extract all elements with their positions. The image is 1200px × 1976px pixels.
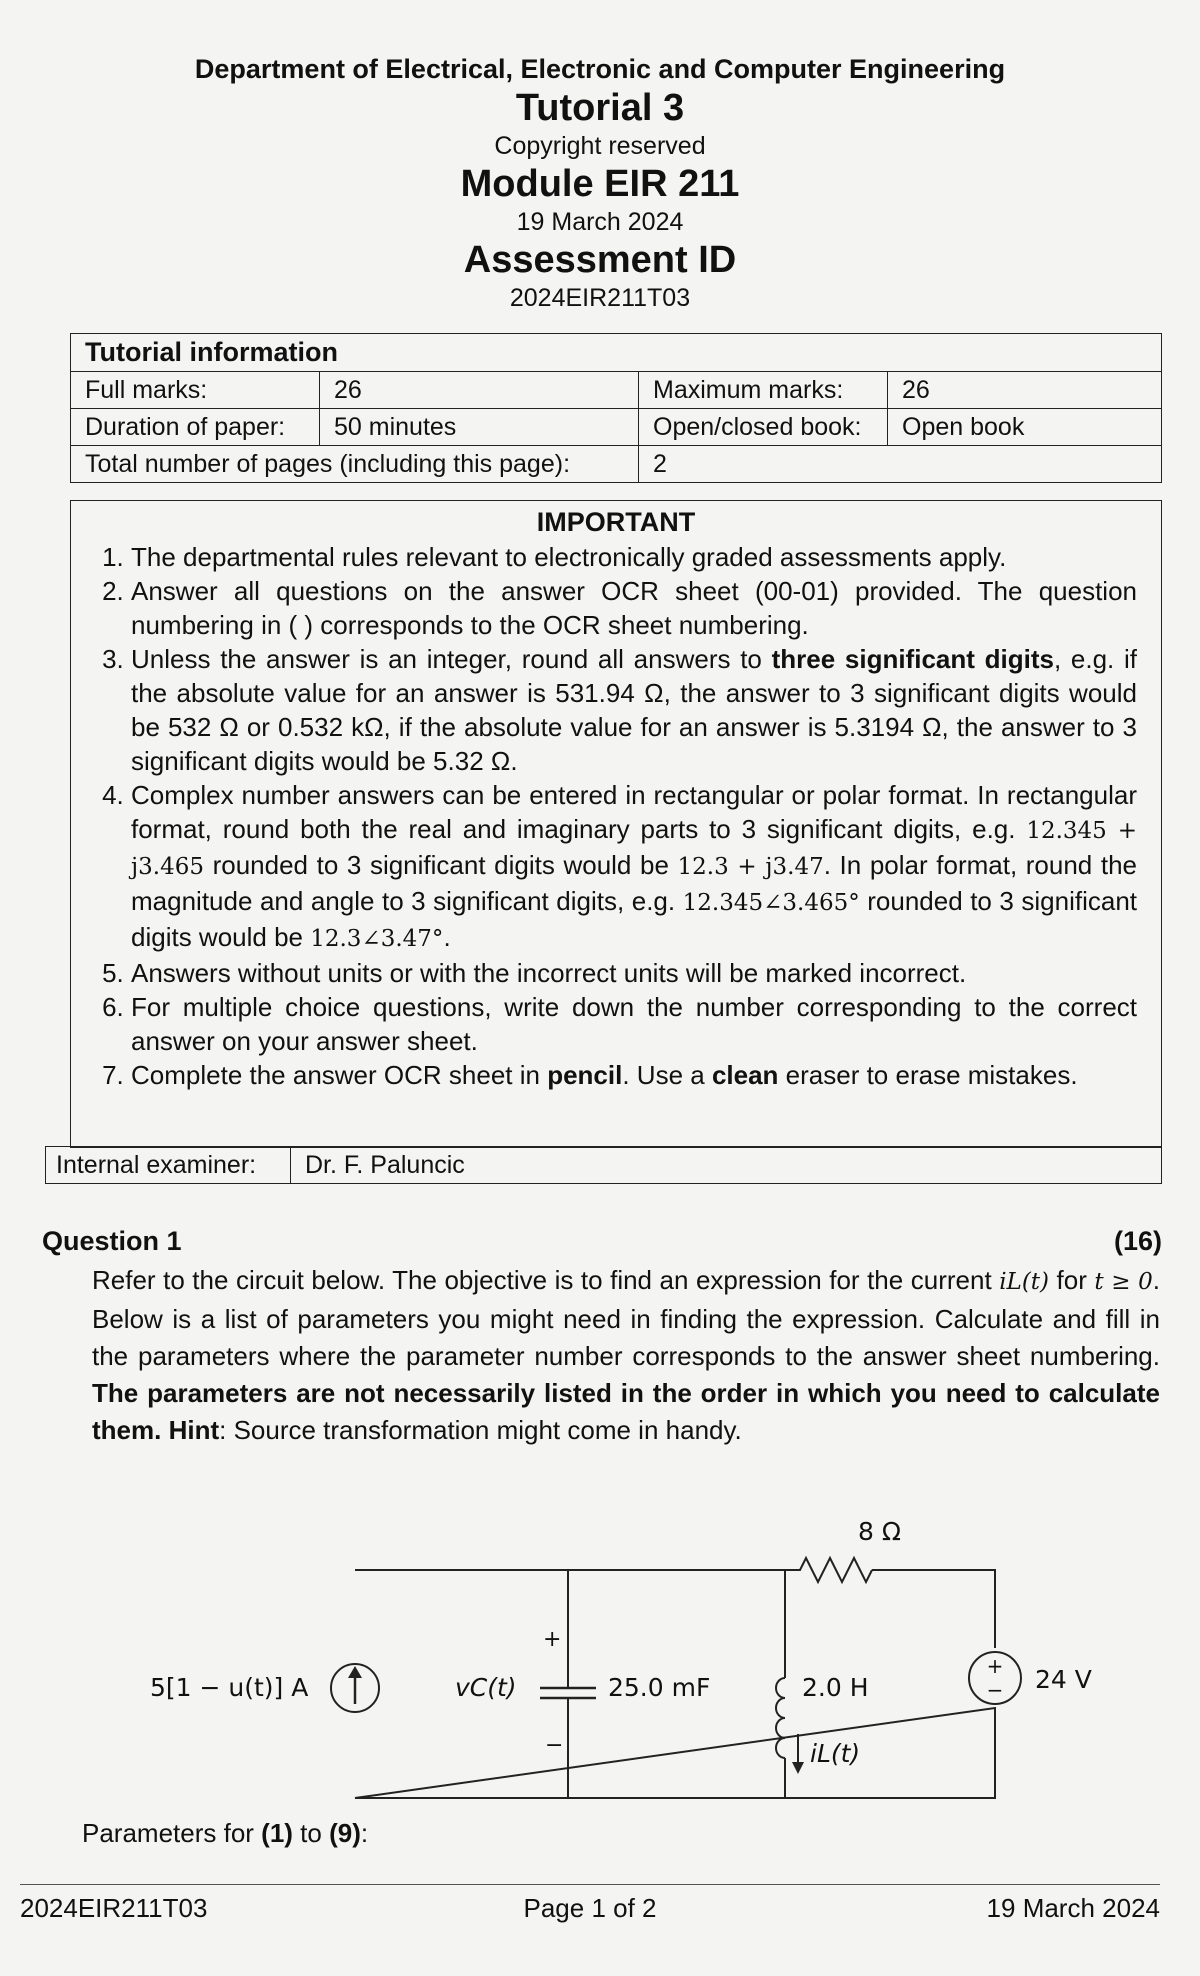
question-text: : Source transformation might come in handy. xyxy=(219,1415,742,1445)
rule-text: Answer all questions on the answer OCR sheet (00-01) provided. The question numbering in ( ) corresponds to the OCR sheet numbering. xyxy=(131,576,1137,640)
copyright-note: Copyright reserved xyxy=(494,132,706,160)
voltage-source-value: 24 V xyxy=(1035,1665,1092,1694)
max-marks-label: Maximum marks: xyxy=(639,372,888,409)
rule-text: eraser to erase mistakes. xyxy=(778,1060,1078,1090)
examiner-name: Dr. F. Paluncic xyxy=(305,1151,465,1179)
examiner-label: Internal examiner: xyxy=(46,1147,291,1183)
important-heading: IMPORTANT xyxy=(536,507,696,537)
rule-text: . Use a xyxy=(622,1060,712,1090)
assessment-id: 2024EIR211T03 xyxy=(509,284,691,312)
capacitor-plus: + xyxy=(543,1627,562,1652)
question-text xyxy=(161,1415,168,1445)
assessment-heading: Assessment ID xyxy=(463,239,737,281)
footer-date: 19 March 2024 xyxy=(986,1893,1160,1923)
current-source-icon xyxy=(331,1664,379,1712)
math-example: 12.345∠3.465° xyxy=(682,890,860,916)
question-text: . Below is a list of parameters you might need in finding the expression. Calculate and fill in the parameters where the parameter number corresponds to the answer sheet numbering. xyxy=(92,1265,1160,1371)
rule-text: Complex number answers can be entered in rectangular or polar format. In rectangular format, round both the real and imaginary parts to 3 significant digits, e.g. xyxy=(131,780,1137,844)
rule-text: . xyxy=(443,922,451,952)
duration-value: 50 minutes xyxy=(320,409,639,446)
capacitor-icon xyxy=(540,1688,596,1698)
params-text: to xyxy=(292,1818,330,1848)
question-emphasis: The parameters are not necessarily listed in the order in which you need to calculate them. xyxy=(92,1378,1160,1445)
resistor-icon xyxy=(785,1558,872,1582)
book-label: Open/closed book: xyxy=(639,409,888,446)
rule-text: rounded to 3 significant digits would be xyxy=(131,886,1137,952)
question-text: Refer to the circuit below. The objective is to find an expression for the current xyxy=(92,1265,1000,1295)
rule-item xyxy=(131,990,1137,1058)
math-example: 12.345 + j3.465 xyxy=(131,818,1138,880)
math-symbol: iL(t) xyxy=(999,1269,1050,1295)
module-title: Module EIR 211 xyxy=(460,163,740,205)
rule-item xyxy=(131,574,1137,642)
pages-value: 2 xyxy=(639,446,1162,483)
parameters-heading xyxy=(82,1818,368,1849)
params-number: (9) xyxy=(329,1818,361,1848)
rules-list xyxy=(71,540,1161,1092)
max-marks-value: 26 xyxy=(888,372,1162,409)
current-source-label: 5[1 − u(t)] A xyxy=(150,1673,309,1702)
rule-text: . In polar format, round the magnitude and angle to 3 significant digits, e.g. xyxy=(131,850,1138,916)
math-example: 12.3∠3.47° xyxy=(310,926,444,952)
current-arrow-icon xyxy=(792,1734,804,1774)
question-title: Question 1 xyxy=(42,1226,182,1256)
vsource-minus: − xyxy=(986,1678,1004,1702)
rule-text: Complete the answer OCR sheet in xyxy=(131,1060,548,1090)
rule-emphasis: clean xyxy=(711,1060,779,1090)
book-value: Open book xyxy=(888,409,1162,446)
important-box xyxy=(70,500,1162,1148)
math-symbol: t ≥ 0 xyxy=(1094,1269,1153,1295)
inductor-current-label: iL(t) xyxy=(810,1739,861,1768)
rule-text: For multiple choice questions, write down the number corresponding to the correct answer on your answer sheet. xyxy=(131,992,1137,1056)
inductor-icon xyxy=(776,1678,785,1758)
rule-text: The departmental rules relevant to electronically graded assessments apply. xyxy=(131,542,1007,572)
footer-assessment-id: 2024EIR211T03 xyxy=(20,1893,208,1923)
rule-emphasis: pencil xyxy=(547,1060,623,1090)
department-name: Department of Electrical, Electronic and Computer Engineering xyxy=(194,54,1006,84)
page-header xyxy=(0,52,1200,314)
capacitor-value: 25.0 mF xyxy=(608,1673,711,1702)
question-marks: (16) xyxy=(1113,1226,1162,1256)
question-text: for xyxy=(1049,1265,1095,1295)
params-text: : xyxy=(360,1818,369,1848)
tutorial-info-table xyxy=(70,333,1162,483)
voltage-source-icon xyxy=(969,1652,1021,1704)
pages-label: Total number of pages (including this page): xyxy=(71,446,639,483)
rule-item xyxy=(131,642,1137,778)
rule-item xyxy=(131,540,1137,574)
capacitor-voltage-label: vC(t) xyxy=(455,1673,517,1702)
rule-text: rounded to 3 significant digits would be xyxy=(203,850,678,880)
rule-item xyxy=(131,1058,1137,1092)
circuit-diagram xyxy=(0,1508,1200,1808)
tutorial-title: Tutorial 3 xyxy=(515,87,685,129)
footer-page-number: Page 1 of 2 xyxy=(523,1893,657,1923)
full-marks-label: Full marks: xyxy=(71,372,320,409)
capacitor-minus: − xyxy=(545,1733,564,1758)
resistor-value: 8 Ω xyxy=(858,1517,901,1546)
hint-label: Hint xyxy=(168,1415,220,1445)
full-marks-value: 26 xyxy=(320,372,639,409)
vsource-plus: + xyxy=(986,1654,1004,1678)
examiner-row xyxy=(45,1146,1162,1184)
rule-text: Unless the answer is an integer, round all answers to xyxy=(131,644,772,674)
rule-text: , e.g. if the absolute value for an answer is 531.94 Ω, the answer to 3 significant digits would be 532 Ω or 0.532 kΩ, if the absolute value for an answer is 5.3194 Ω, the answer to 3 significant digits would be 5.32 Ω. xyxy=(131,644,1137,776)
header-date: 19 March 2024 xyxy=(516,208,684,236)
rule-text: Answers without units or with the incorrect units will be marked incorrect. xyxy=(131,958,967,988)
question-1-text xyxy=(92,1262,1160,1449)
params-number: (1) xyxy=(261,1818,293,1848)
footer-divider xyxy=(20,1884,1160,1885)
params-text: Parameters for xyxy=(82,1818,262,1848)
math-example: 12.3 + j3.47 xyxy=(677,854,824,880)
question-1-heading xyxy=(42,1226,1162,1257)
rule-item xyxy=(131,956,1137,990)
rule-emphasis: three significant digits xyxy=(771,644,1054,674)
duration-label: Duration of paper: xyxy=(71,409,320,446)
info-table-title: Tutorial information xyxy=(71,334,1162,372)
inductor-value: 2.0 H xyxy=(802,1673,869,1702)
rule-item xyxy=(131,778,1137,956)
